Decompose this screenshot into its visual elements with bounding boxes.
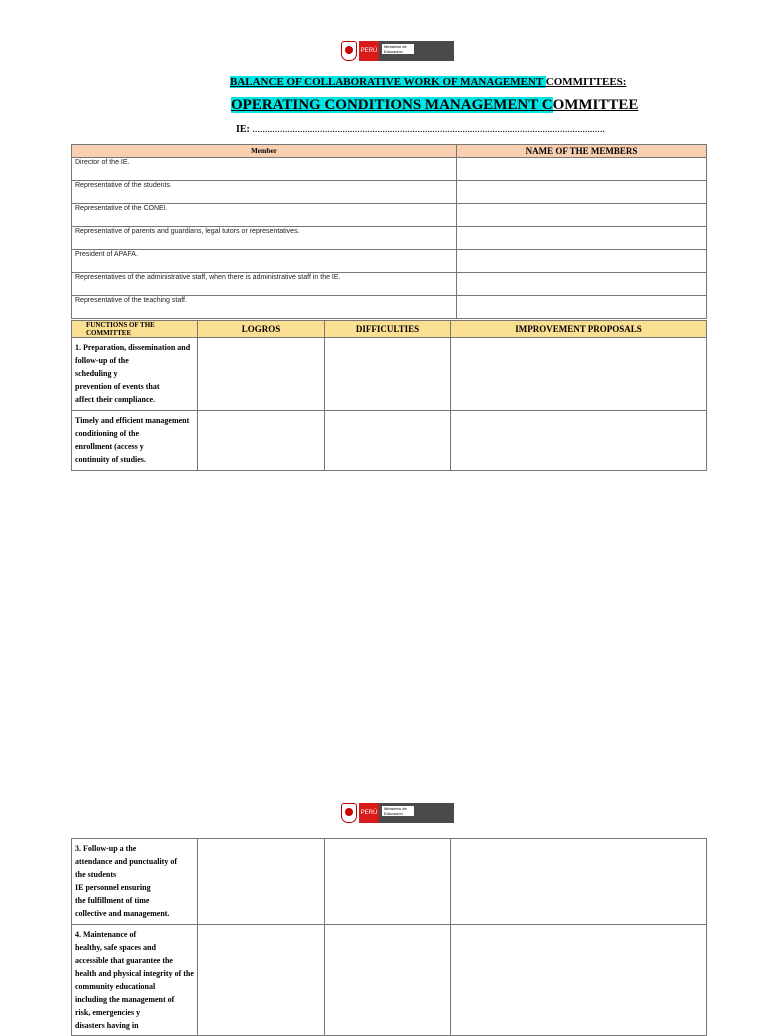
country-badge: PERÚ <box>359 803 379 823</box>
function-description: Timely and efficient management conditioning of the enrollment (access y continuity of studies. <box>72 411 198 471</box>
proposals-cell[interactable] <box>451 925 707 1036</box>
member-name-cell[interactable] <box>457 158 707 181</box>
table-row <box>72 925 707 1036</box>
functions-table <box>71 320 707 471</box>
member-name-cell[interactable] <box>457 204 707 227</box>
difficulties-cell[interactable] <box>325 338 451 411</box>
functions-table-continued <box>71 838 707 1036</box>
committee-title: OPERATING CONDITIONS MANAGEMENT COMMITTEE <box>231 97 639 113</box>
coat-of-arms-icon <box>341 803 357 823</box>
table-row <box>72 250 707 273</box>
table-row <box>72 158 707 181</box>
difficulties-cell[interactable] <box>325 839 451 925</box>
table-row <box>72 338 707 411</box>
column-header: IMPROVEMENT PROPOSALS <box>451 321 707 338</box>
column-header: Member <box>72 145 457 158</box>
ministry-name: Ministerio de Educación <box>382 806 414 816</box>
table-header-row <box>72 145 707 158</box>
table-row <box>72 839 707 925</box>
ministry-name: Ministerio de Educación <box>382 44 414 54</box>
table-header-row <box>72 321 707 338</box>
country-badge: PERÚ <box>359 41 379 61</box>
achievements-cell[interactable] <box>198 338 325 411</box>
ministry-logo <box>341 803 454 823</box>
achievements-cell[interactable] <box>198 411 325 471</box>
function-description: 4. Maintenance of healthy, safe spaces and accessible that guarantee the health and physical integrity of the community educational including the management of risk, emergencies y disasters having in <box>72 925 198 1036</box>
member-role: Representative of the teaching staff. <box>72 296 457 319</box>
achievements-cell[interactable] <box>198 925 325 1036</box>
member-role: Representatives of the administrative staff, when there is administrative staff in the IE. <box>72 273 457 296</box>
column-header: DIFFICULTIES <box>325 321 451 338</box>
member-name-cell[interactable] <box>457 296 707 319</box>
ministry-badge <box>379 41 454 61</box>
achievements-cell[interactable] <box>198 839 325 925</box>
member-name-cell[interactable] <box>457 181 707 204</box>
member-name-cell[interactable] <box>457 273 707 296</box>
member-name-cell[interactable] <box>457 227 707 250</box>
difficulties-cell[interactable] <box>325 925 451 1036</box>
proposals-cell[interactable] <box>451 839 707 925</box>
function-description: 1. Preparation, dissemination and follow-up of the scheduling y prevention of events that affect their compliance. <box>72 338 198 411</box>
table-row <box>72 181 707 204</box>
column-header: FUNCTIONS OF THE COMMITTEE <box>72 321 198 338</box>
table-row <box>72 204 707 227</box>
proposals-cell[interactable] <box>451 411 707 471</box>
coat-of-arms-icon <box>341 41 357 61</box>
members-table <box>71 144 707 319</box>
table-row <box>72 296 707 319</box>
table-row <box>72 273 707 296</box>
member-role: Representative of the students. <box>72 181 457 204</box>
column-header: LOGROS <box>198 321 325 338</box>
proposals-cell[interactable] <box>451 338 707 411</box>
ministry-badge <box>379 803 454 823</box>
document-title: BALANCE OF COLLABORATIVE WORK OF MANAGEMENT COMMITTEES: <box>230 76 627 88</box>
member-role: Director of the IE. <box>72 158 457 181</box>
column-header: NAME OF THE MEMBERS <box>457 145 707 158</box>
member-role: Representative of parents and guardians, legal tutors or representatives. <box>72 227 457 250</box>
ie-field: IE: ............................................................................................................................................. <box>236 124 605 135</box>
ministry-logo <box>341 41 454 61</box>
function-description: 3. Follow-up a the attendance and punctuality of the students IE personnel ensuring the fulfillment of time collective and management. <box>72 839 198 925</box>
member-role: President of APAFA. <box>72 250 457 273</box>
member-role: Representative of the CONEI. <box>72 204 457 227</box>
table-row <box>72 227 707 250</box>
member-name-cell[interactable] <box>457 250 707 273</box>
table-row <box>72 411 707 471</box>
difficulties-cell[interactable] <box>325 411 451 471</box>
